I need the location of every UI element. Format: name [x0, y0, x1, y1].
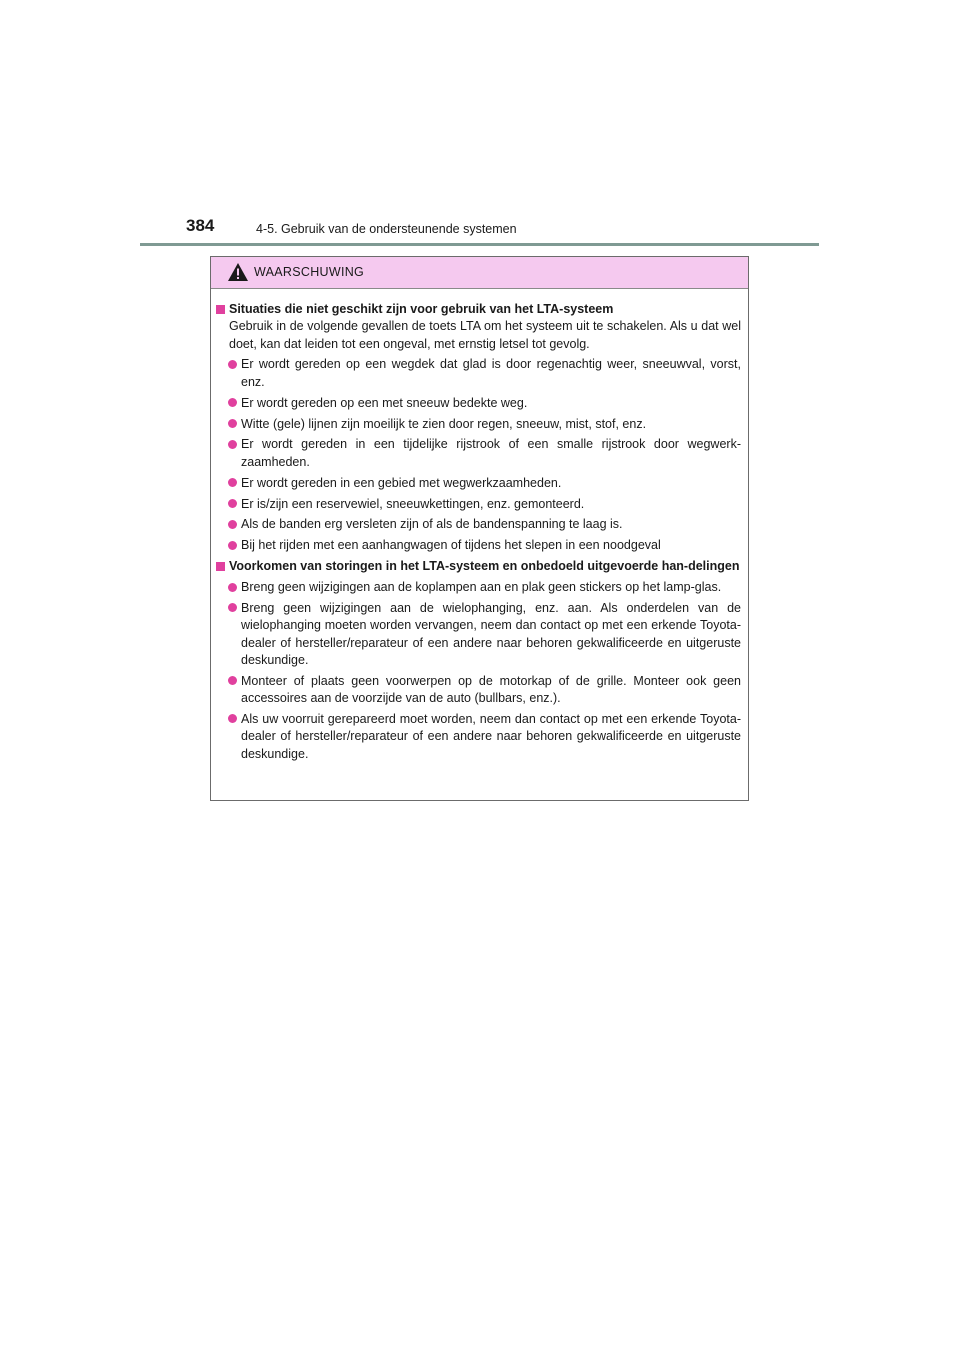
list-item-text: Er wordt gereden op een wegdek dat glad is door regenachtig weer, sneeuwval, vorst, enz. — [241, 357, 741, 389]
list-item-text: Breng geen wijzigingen aan de koplampen aan en plak geen stickers op het lamp-glas. — [241, 580, 722, 595]
list-item-text: Als de banden erg versleten zijn of als de bandenspanning te laag is. — [241, 517, 623, 532]
list-item-text: Er wordt gereden in een tijdelijke rijstrook of een smalle rijstrook door wegwerk-zaamheden. — [241, 437, 741, 469]
warning-section — [216, 558, 741, 763]
round-bullet-icon — [228, 478, 237, 487]
square-bullet-icon — [216, 305, 225, 314]
section-intro: Gebruik in de volgende gevallen de toets LTA om het systeem uit te schakelen. Als u dat wel doet, kan dat leiden tot een ongeval, met ernstig letsel tot gevolg. — [229, 319, 741, 351]
warning-body — [211, 289, 748, 763]
round-bullet-icon — [228, 360, 237, 369]
list-item — [216, 475, 741, 492]
list-item — [216, 537, 741, 554]
list-item-text: Als uw voorruit gerepareerd moet worden, neem dan contact op met een erkende Toyota-dealer of hersteller/reparateur of een andere naar behoren gekwalificeerde en uitgeruste deskundige. — [241, 711, 741, 761]
page-number: 384 — [186, 216, 215, 235]
warning-section — [216, 301, 741, 555]
list-item-text: Witte (gele) lijnen zijn moeilijk te zien door regen, sneeuw, mist, stof, enz. — [241, 416, 647, 431]
section-heading — [216, 301, 741, 318]
square-bullet-icon — [216, 562, 225, 571]
warning-triangle-icon — [227, 262, 249, 282]
list-item-text: Er wordt gereden in een gebied met wegwerkzaamheden. — [241, 475, 562, 490]
round-bullet-icon — [228, 541, 237, 550]
round-bullet-icon — [228, 520, 237, 529]
round-bullet-icon — [228, 499, 237, 508]
list-item — [216, 673, 741, 708]
list-item — [216, 395, 741, 412]
list-item-text: Er is/zijn een reservewiel, sneeuwkettingen, enz. gemonteerd. — [241, 496, 585, 511]
list-item-text: Er wordt gereden op een met sneeuw bedekte weg. — [241, 395, 528, 410]
list-item — [216, 416, 741, 433]
list-item — [216, 516, 741, 533]
page-header — [140, 214, 820, 246]
section-heading-text: Situaties die niet geschikt zijn voor gebruik van het LTA-systeem — [229, 302, 614, 316]
round-bullet-icon — [228, 603, 237, 612]
list-item — [216, 579, 741, 596]
warning-box — [210, 256, 749, 801]
round-bullet-icon — [228, 440, 237, 449]
list-item-text: Bij het rijden met een aanhangwagen of tijdens het slepen in een noodgeval — [241, 538, 661, 553]
round-bullet-icon — [228, 398, 237, 407]
list-item — [216, 600, 741, 669]
list-item-text: Monteer of plaats geen voorwerpen op de motorkap of de grille. Monteer ook geen accessoires aan de voorzijde van de auto (bullbars, enz.). — [241, 673, 741, 706]
section-title: 4-5. Gebruik van de ondersteunende systemen — [256, 222, 517, 236]
warning-label: WAARSCHUWING — [254, 265, 365, 279]
round-bullet-icon — [228, 714, 237, 723]
round-bullet-icon — [228, 583, 237, 592]
warning-header — [211, 257, 748, 289]
header-rule — [140, 243, 819, 246]
list-item — [216, 436, 741, 471]
list-item — [216, 496, 741, 513]
list-item-text: Breng geen wijzigingen aan de wielophanging, enz. aan. Als onderdelen van de wielophanging moeten worden vervangen, neem dan contact op met een erkende Toyota-dealer of hersteller/reparateur of een andere naar behoren gekwalificeerde en uitgeruste deskundige. — [241, 600, 741, 667]
round-bullet-icon — [228, 676, 237, 685]
section-heading — [216, 558, 741, 575]
round-bullet-icon — [228, 419, 237, 428]
list-item — [216, 356, 741, 391]
list-item — [216, 711, 741, 763]
section-heading-text: Voorkomen van storingen in het LTA-systeem en onbedoeld uitgevoerde han-delingen — [229, 559, 740, 574]
